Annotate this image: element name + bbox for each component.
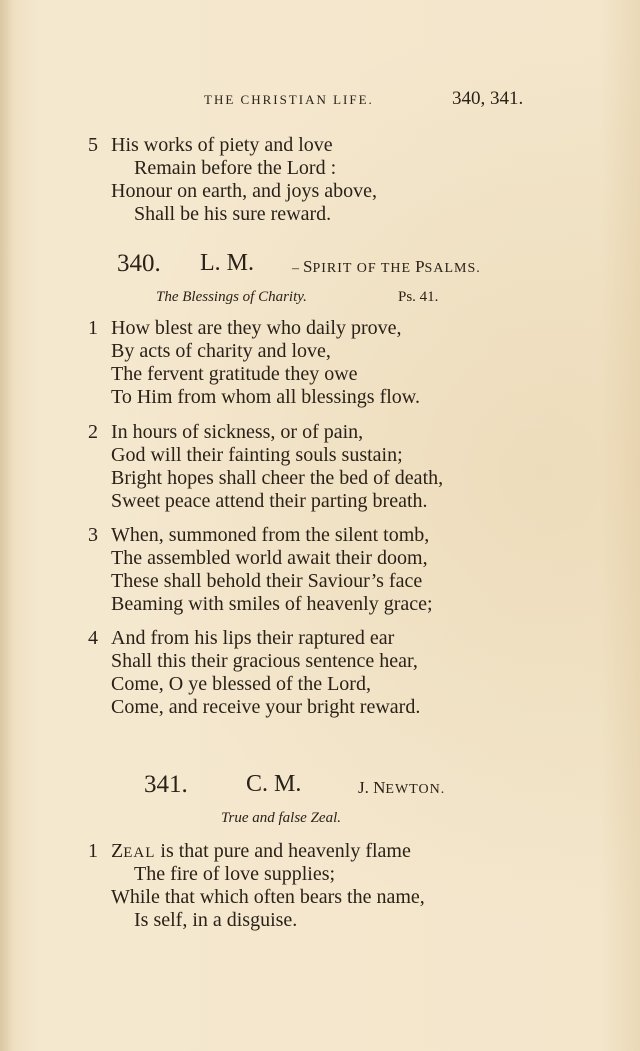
hymn-number: 341. bbox=[144, 771, 188, 798]
verse-line: These shall behold their Saviour’s face bbox=[111, 570, 423, 592]
hymn-title: True and false Zeal. bbox=[221, 810, 342, 826]
verse-line: To Him from whom all blessings flow. bbox=[111, 386, 420, 408]
stanza-number: 5 bbox=[88, 134, 98, 156]
dash: – bbox=[292, 261, 299, 276]
author-initial: J. N bbox=[358, 778, 386, 797]
verse-line: While that which often bears the name, bbox=[111, 886, 425, 908]
verse-line: The fire of love supplies; bbox=[134, 863, 336, 885]
verse-line: God will their fainting souls sustain; bbox=[111, 444, 403, 466]
stanza-number: 4 bbox=[88, 627, 98, 649]
verse-line: Remain before the Lord : bbox=[134, 157, 337, 179]
stanza-number: 2 bbox=[88, 421, 98, 443]
author-rest: SALMS. bbox=[424, 261, 481, 276]
hymn-author bbox=[358, 778, 445, 798]
verse-line bbox=[111, 840, 411, 865]
verse-line: By acts of charity and love, bbox=[111, 340, 331, 362]
verse-line: The fervent gratitude they owe bbox=[111, 363, 358, 385]
verse-line: When, summoned from the silent tomb, bbox=[111, 524, 430, 546]
author-rest: EWTON. bbox=[385, 782, 446, 797]
hymn-meter: C. M. bbox=[246, 771, 302, 797]
scripture-reference: Ps. 41. bbox=[398, 289, 439, 305]
page-numbers: 340, 341. bbox=[452, 88, 524, 109]
verse-line: The assembled world await their doom, bbox=[111, 547, 428, 569]
verse-line: In hours of sickness, or of pain, bbox=[111, 421, 364, 443]
stanza-number: 1 bbox=[88, 317, 98, 339]
verse-line: Come, and receive your bright reward. bbox=[111, 696, 421, 718]
verse-line: Is self, in a disguise. bbox=[134, 909, 298, 931]
stanza-number: 1 bbox=[88, 840, 98, 862]
verse-line: Shall be his sure reward. bbox=[134, 203, 332, 225]
verse-line: His works of piety and love bbox=[111, 134, 333, 156]
author-initial: S bbox=[303, 257, 313, 276]
hymn-meter: L. M. bbox=[200, 250, 254, 276]
verse-line: Come, O ye blessed of the Lord, bbox=[111, 673, 371, 695]
author-initial: P bbox=[415, 257, 425, 276]
stanza-number: 3 bbox=[88, 524, 98, 546]
line-rest: is that pure and heavenly flame bbox=[155, 840, 411, 862]
verse-line: Sweet peace attend their parting breath. bbox=[111, 490, 428, 512]
verse-line: Beaming with smiles of heavenly grace; bbox=[111, 593, 433, 615]
hymn-number: 340. bbox=[117, 250, 161, 277]
drop-initial: Z bbox=[111, 840, 124, 862]
small-caps-rest: EAL bbox=[123, 845, 156, 861]
verse-line: Bright hopes shall cheer the bed of death, bbox=[111, 467, 444, 489]
verse-line: And from his lips their raptured ear bbox=[111, 627, 395, 649]
verse-line: Shall this their gracious sentence hear, bbox=[111, 650, 418, 672]
hymn-title: The Blessings of Charity. bbox=[156, 289, 307, 305]
verse-line: Honour on earth, and joys above, bbox=[111, 180, 378, 202]
author-rest: PIRIT OF THE bbox=[312, 261, 412, 276]
running-head-title: THE CHRISTIAN LIFE. bbox=[204, 92, 374, 107]
verse-line: How blest are they who daily prove, bbox=[111, 317, 402, 339]
hymn-author bbox=[292, 257, 481, 277]
